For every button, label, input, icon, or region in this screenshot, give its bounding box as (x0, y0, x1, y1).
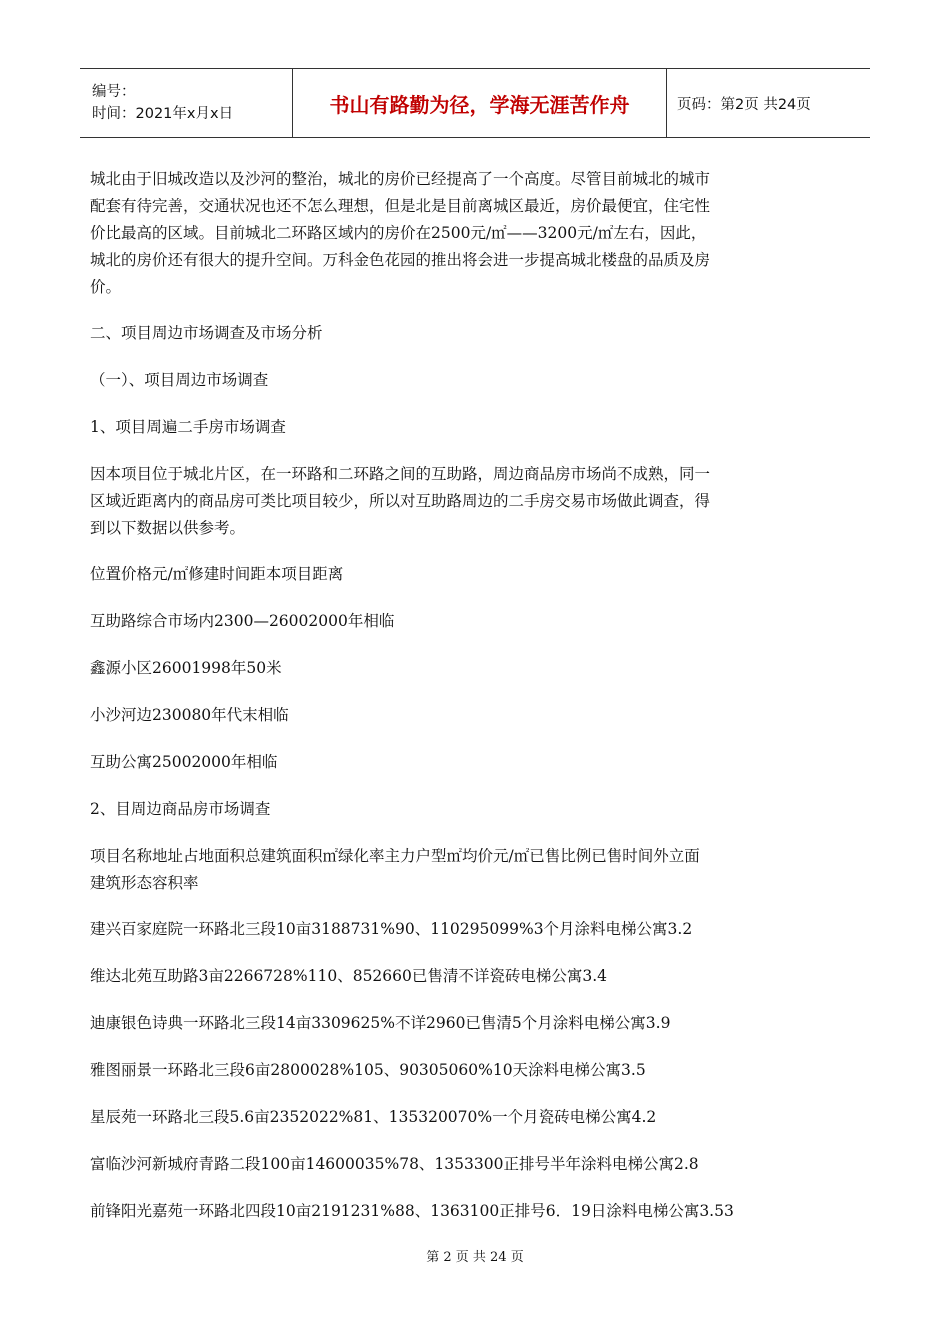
text-line: 配套有待完善，交通状况也还不怎么理想，但是北是目前离城区最近，房价最便宜，住宅性 (90, 197, 711, 215)
text-line: 区域近距离内的商品房可类比项目较少，所以对互助路周边的二手房交易市场做此调查，得 (90, 492, 711, 510)
text-line: 到以下数据以供参考。 (90, 519, 246, 537)
table-row: 小沙河边230080年代末相临 (90, 706, 289, 724)
header-meta (80, 69, 292, 137)
table-row: 维达北苑互助路3亩2266728%110、852660已售清不详瓷砖电梯公寓3.4 (90, 967, 608, 985)
table-row: 鑫源小区26001998年50米 (90, 659, 282, 677)
paragraph-second-hand-market (90, 461, 862, 542)
text-line: 城北由于旧城改造以及沙河的整治，城北的房价已经提高了一个高度。尽管目前城北的城市 (90, 170, 711, 188)
table-row: 迪康银色诗典一环路北三段14亩3309625%不详2960已售清5个月涂料电梯公寓3.9 (90, 1014, 671, 1032)
time-label: 时间：2021年x月x日 (92, 106, 234, 122)
table-row: 星辰苑一环路北三段5.6亩2352022%81、135320070%一个月瓷砖电梯公寓4.2 (90, 1108, 657, 1126)
table-row: 建兴百家庭院一环路北三段10亩3188731%90、110295099%3个月涂料电梯公寓3.2 (90, 920, 693, 938)
text-line: 项目名称地址占地面积总建筑面积㎡绿化率主力户型㎡均价元/㎡已售比例已售时间外立面 (90, 847, 700, 865)
text-line: 因本项目位于城北片区，在一环路和二环路之间的互助路，周边商品房市场尚不成熟，同一 (90, 465, 711, 483)
table-row: 雅图丽景一环路北三段6亩2800028%105、90305060%10天涂料电梯公寓3.5 (90, 1061, 646, 1079)
subsection-heading: 1、项目周遍二手房市场调查 (90, 418, 286, 436)
paragraph-city-north (90, 166, 862, 301)
table-row: 富临沙河新城府青路二段100亩14600035%78、1353300正排号半年涂料电梯公寓2.8 (90, 1155, 699, 1173)
document-body (90, 166, 862, 1245)
text-line: 价。 (90, 278, 122, 296)
subsection-heading: 2、目周边商品房市场调查 (90, 800, 271, 818)
table-header-row (90, 843, 862, 897)
text-line: 城北的房价还有很大的提升空间。万科金色花园的推出将会进一步提高城北楼盘的品质及房 (90, 251, 711, 269)
text-line: 建筑形态容积率 (90, 874, 199, 892)
text-line: 价比最高的区域。目前城北二环路区域内的房价在2500元/㎡——3200元/㎡左右，因此， (90, 224, 707, 242)
table-header-row: 位置价格元/㎡修建时间距本项目距离 (90, 565, 344, 583)
table-row: 互助公寓25002000年相临 (90, 753, 278, 771)
header-motto: 书山有路勤为径，学海无涯苦作舟 (292, 69, 667, 137)
section-heading: 二、项目周边市场调查及市场分析 (90, 324, 323, 342)
page-header (80, 68, 870, 138)
page-footer: 第 2 页 共 24 页 (426, 1250, 524, 1265)
number-label: 编号： (92, 84, 136, 100)
header-page-info: 页码：第2页 共24页 (677, 96, 811, 113)
table-row: 互助路综合市场内2300—26002000年相临 (90, 612, 395, 630)
subsection-heading: （一）、项目周边市场调查 (90, 371, 269, 389)
table-row: 前锋阳光嘉苑一环路北四段10亩2191231%88、1363100正排号6．19日涂料电梯公寓3.53 (90, 1202, 734, 1220)
